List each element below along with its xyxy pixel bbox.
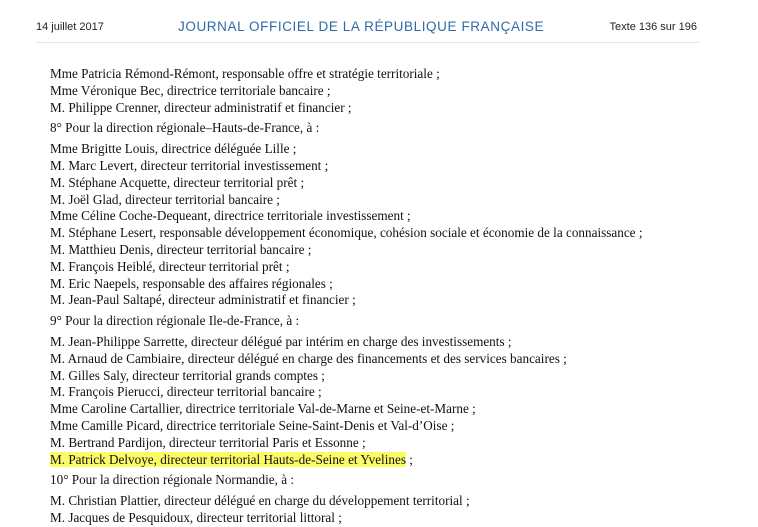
publication-date: 14 juillet 2017	[36, 21, 104, 33]
section-heading: 9° Pour la direction régionale Ile-de-France, à :	[50, 313, 300, 329]
appointment-line: M. Stéphane Acquette, directeur territorial prêt ;	[50, 174, 305, 190]
appointment-line: M. Jean-Philippe Sarrette, directeur délégué par intérim en charge des investissements ;	[50, 333, 512, 349]
appointment-line: M. Gilles Saly, directeur territorial grands comptes ;	[50, 367, 325, 383]
journal-header	[36, 18, 699, 43]
line-suffix: ;	[405, 451, 413, 467]
appointment-line: M. François Pierucci, directeur territorial bancaire ;	[50, 384, 322, 400]
appointment-line: Mme Camille Picard, directrice territoriale Seine-Saint-Denis et Val-d’Oise ;	[50, 417, 455, 433]
appointment-line: Mme Brigitte Louis, directrice déléguée Lille ;	[50, 141, 297, 157]
journal-title: JOURNAL OFFICIEL DE LA RÉPUBLIQUE FRANÇAISE	[178, 19, 545, 34]
appointment-line: M. Bertrand Pardijon, directeur territorial Paris et Essonne ;	[50, 434, 366, 450]
document-body	[50, 66, 740, 527]
appointment-line: Mme Céline Coche-Dequeant, directrice territoriale investissement ;	[50, 208, 411, 224]
appointment-line: M. Jean-Paul Saltapé, directeur administratif et financier ;	[50, 292, 356, 308]
appointment-line: M. Eric Naepels, responsable des affaires régionales ;	[50, 275, 333, 291]
appointment-line: M. Joël Glad, directeur territorial bancaire ;	[50, 191, 280, 207]
section-heading: 8° Pour la direction régionale–Hauts-de-France, à :	[50, 120, 320, 136]
appointment-line: M. Philippe Crenner, directeur administratif et financier ;	[50, 99, 352, 115]
section-heading: 10° Pour la direction régionale Normandie, à :	[50, 472, 295, 488]
appointment-line: M. François Heiblé, directeur territorial prêt ;	[50, 258, 290, 274]
appointment-line: M. Stéphane Lesert, responsable développement économique, cohésion sociale et économie de la connaissance ;	[50, 225, 643, 241]
appointment-line: Mme Véronique Bec, directrice territoriale bancaire ;	[50, 82, 331, 98]
appointment-line: Mme Patricia Rémond-Rémont, responsable offre et stratégie territoriale ;	[50, 66, 440, 81]
highlight-mark: M. Patrick Delvoye, directeur territorial Hauts-de-Seine et Yvelines	[50, 451, 406, 467]
appointment-line: M. Arnaud de Cambiaire, directeur délégué en charge des financements et des services bancaires ;	[50, 350, 567, 366]
appointment-line: M. Matthieu Denis, directeur territorial bancaire ;	[50, 241, 312, 257]
appointment-line: M. Jacques de Pesquidoux, directeur territorial littoral ;	[50, 509, 342, 525]
appointment-line: M. Christian Plattier, directeur délégué en charge du développement territorial ;	[50, 493, 470, 509]
appointment-line: M. Marc Levert, directeur territorial investissement ;	[50, 157, 329, 173]
highlighted-appointment-line	[50, 452, 740, 469]
text-counter: Texte 136 sur 196	[609, 21, 697, 33]
appointment-line: Mme Caroline Cartallier, directrice territoriale Val-de-Marne et Seine-et-Marne ;	[50, 401, 476, 417]
